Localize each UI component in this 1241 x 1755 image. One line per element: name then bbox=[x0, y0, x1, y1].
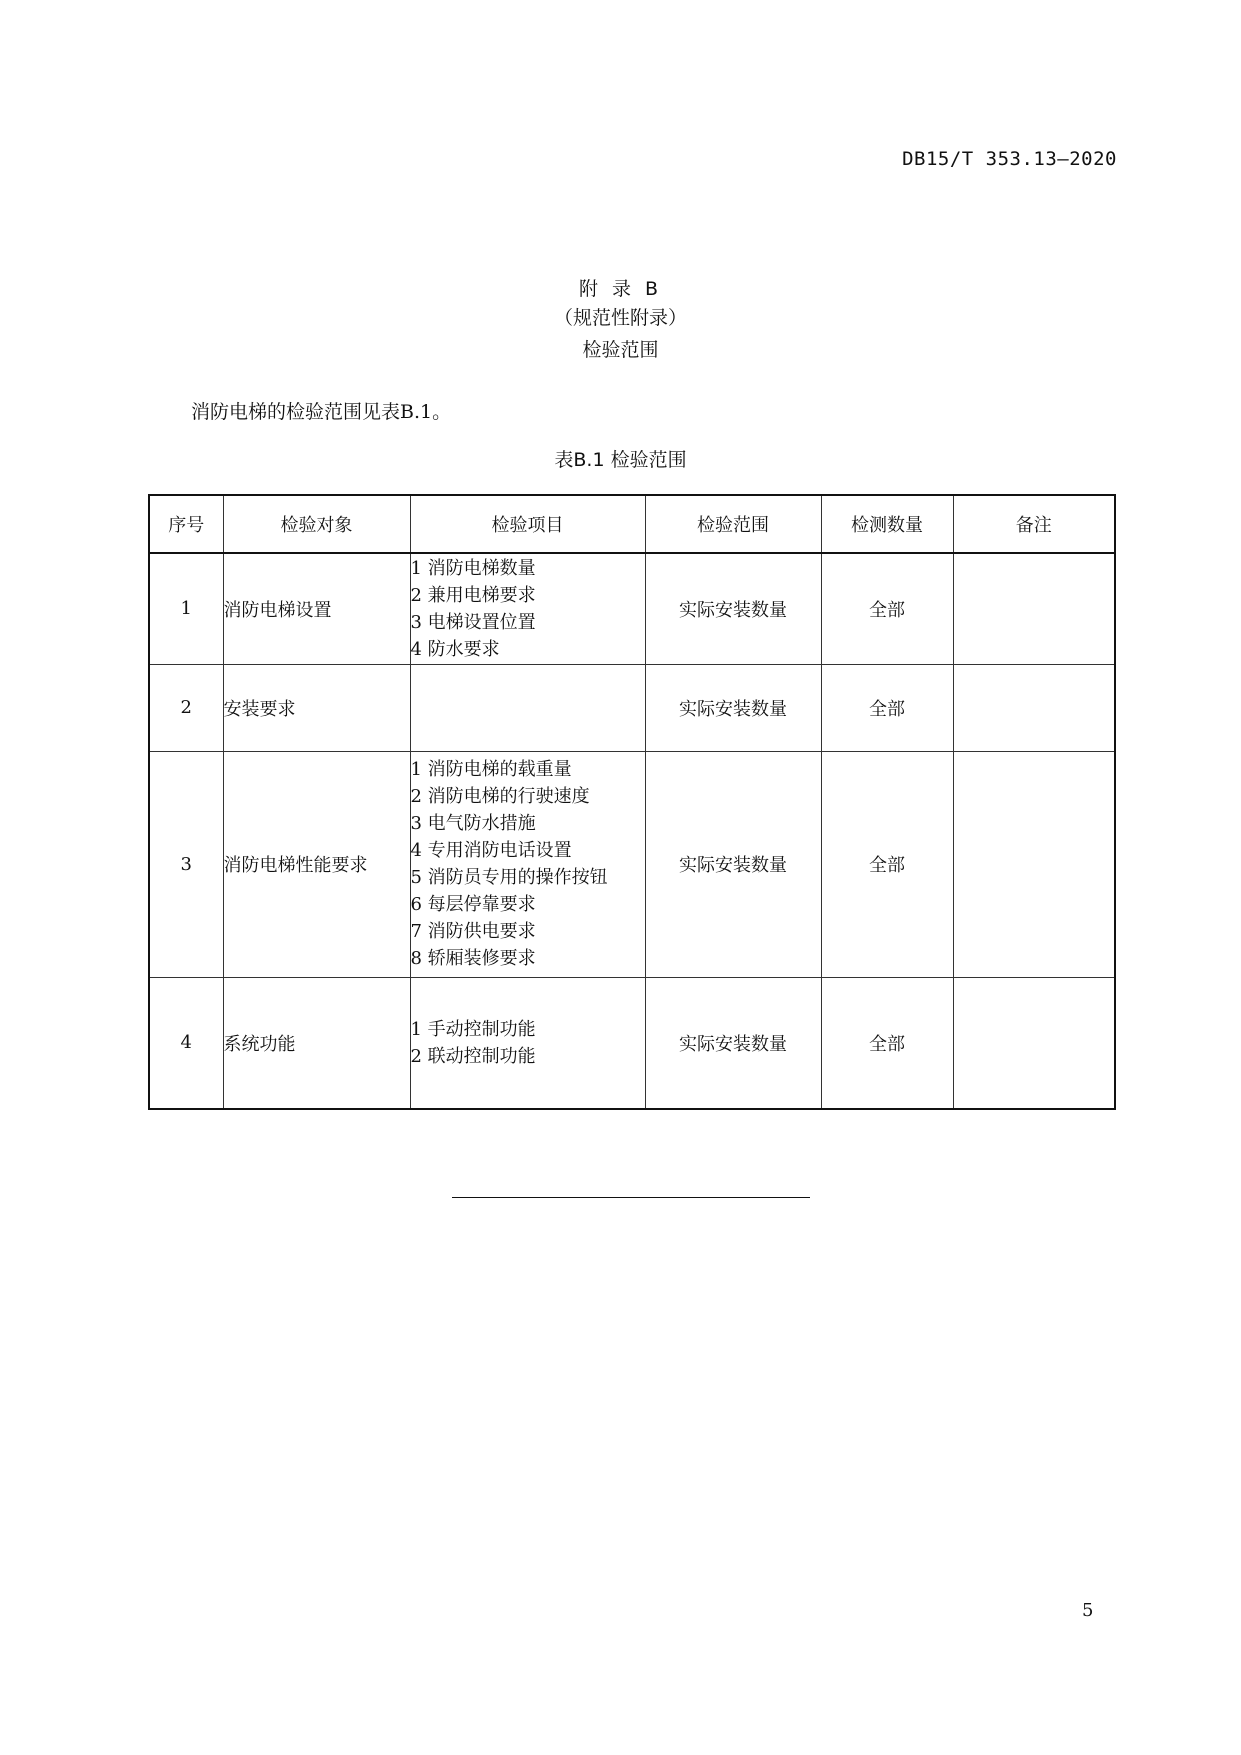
document-code: DB15/T 353.13—2020 bbox=[902, 148, 1117, 170]
row-items bbox=[410, 751, 645, 977]
item-line: 2 联动控制功能 bbox=[410, 1045, 536, 1067]
table-row bbox=[149, 751, 1115, 977]
end-of-document-rule bbox=[452, 1197, 810, 1198]
row-no: 1 bbox=[149, 553, 223, 664]
row-quantity: 全部 bbox=[821, 751, 953, 977]
column-header-quantity: 检测数量 bbox=[821, 495, 953, 553]
column-header-items: 检验项目 bbox=[410, 495, 645, 553]
item-line: 2 兼用电梯要求 bbox=[410, 584, 536, 606]
appendix-type: （规范性附录） bbox=[553, 307, 687, 329]
appendix-title: 附 录 B bbox=[578, 278, 663, 300]
row-no: 3 bbox=[149, 751, 223, 977]
table-header-row bbox=[149, 495, 1115, 553]
row-quantity: 全部 bbox=[821, 553, 953, 664]
table-row bbox=[149, 553, 1115, 664]
table-caption: 表B.1 检验范围 bbox=[554, 449, 687, 471]
item-line: 3 电气防水措施 bbox=[410, 813, 536, 834]
row-object: 系统功能 bbox=[223, 977, 410, 1109]
row-no: 2 bbox=[149, 664, 223, 751]
item-line: 5 消防员专用的操作按钮 bbox=[410, 867, 608, 888]
row-scope: 实际安装数量 bbox=[645, 664, 821, 751]
item-line: 2 消防电梯的行驶速度 bbox=[410, 786, 590, 807]
row-object: 安装要求 bbox=[223, 664, 410, 751]
item-line: 8 轿厢装修要求 bbox=[410, 948, 536, 969]
column-header-scope: 检验范围 bbox=[645, 495, 821, 553]
item-line: 6 每层停靠要求 bbox=[410, 894, 536, 915]
item-line: 3 电梯设置位置 bbox=[410, 611, 536, 633]
row-scope: 实际安装数量 bbox=[645, 553, 821, 664]
table-row bbox=[149, 664, 1115, 751]
row-items bbox=[410, 664, 645, 751]
item-line: 4 防水要求 bbox=[410, 638, 500, 660]
appendix-name: 检验范围 bbox=[582, 339, 659, 361]
row-scope: 实际安装数量 bbox=[645, 977, 821, 1109]
row-object: 消防电梯性能要求 bbox=[223, 751, 410, 977]
column-header-remark: 备注 bbox=[953, 495, 1115, 553]
row-quantity: 全部 bbox=[821, 977, 953, 1109]
item-line: 4 专用消防电话设置 bbox=[410, 840, 572, 861]
item-line: 1 手动控制功能 bbox=[410, 1018, 536, 1040]
intro-paragraph: 消防电梯的检验范围见表B.1。 bbox=[191, 401, 452, 423]
row-remark bbox=[953, 977, 1115, 1109]
row-remark bbox=[953, 664, 1115, 751]
row-quantity: 全部 bbox=[821, 664, 953, 751]
table-row bbox=[149, 977, 1115, 1109]
column-header-no: 序号 bbox=[149, 495, 223, 553]
row-no: 4 bbox=[149, 977, 223, 1109]
row-items bbox=[410, 553, 645, 664]
item-line: 1 消防电梯数量 bbox=[410, 557, 536, 579]
row-remark bbox=[953, 751, 1115, 977]
page-number: 5 bbox=[1082, 1600, 1094, 1621]
row-items bbox=[410, 977, 645, 1109]
item-line: 7 消防供电要求 bbox=[410, 921, 536, 942]
item-line: 1 消防电梯的载重量 bbox=[410, 759, 572, 780]
row-remark bbox=[953, 553, 1115, 664]
row-scope: 实际安装数量 bbox=[645, 751, 821, 977]
row-object: 消防电梯设置 bbox=[223, 553, 410, 664]
inspection-scope-table bbox=[148, 494, 1116, 1110]
column-header-object: 检验对象 bbox=[223, 495, 410, 553]
